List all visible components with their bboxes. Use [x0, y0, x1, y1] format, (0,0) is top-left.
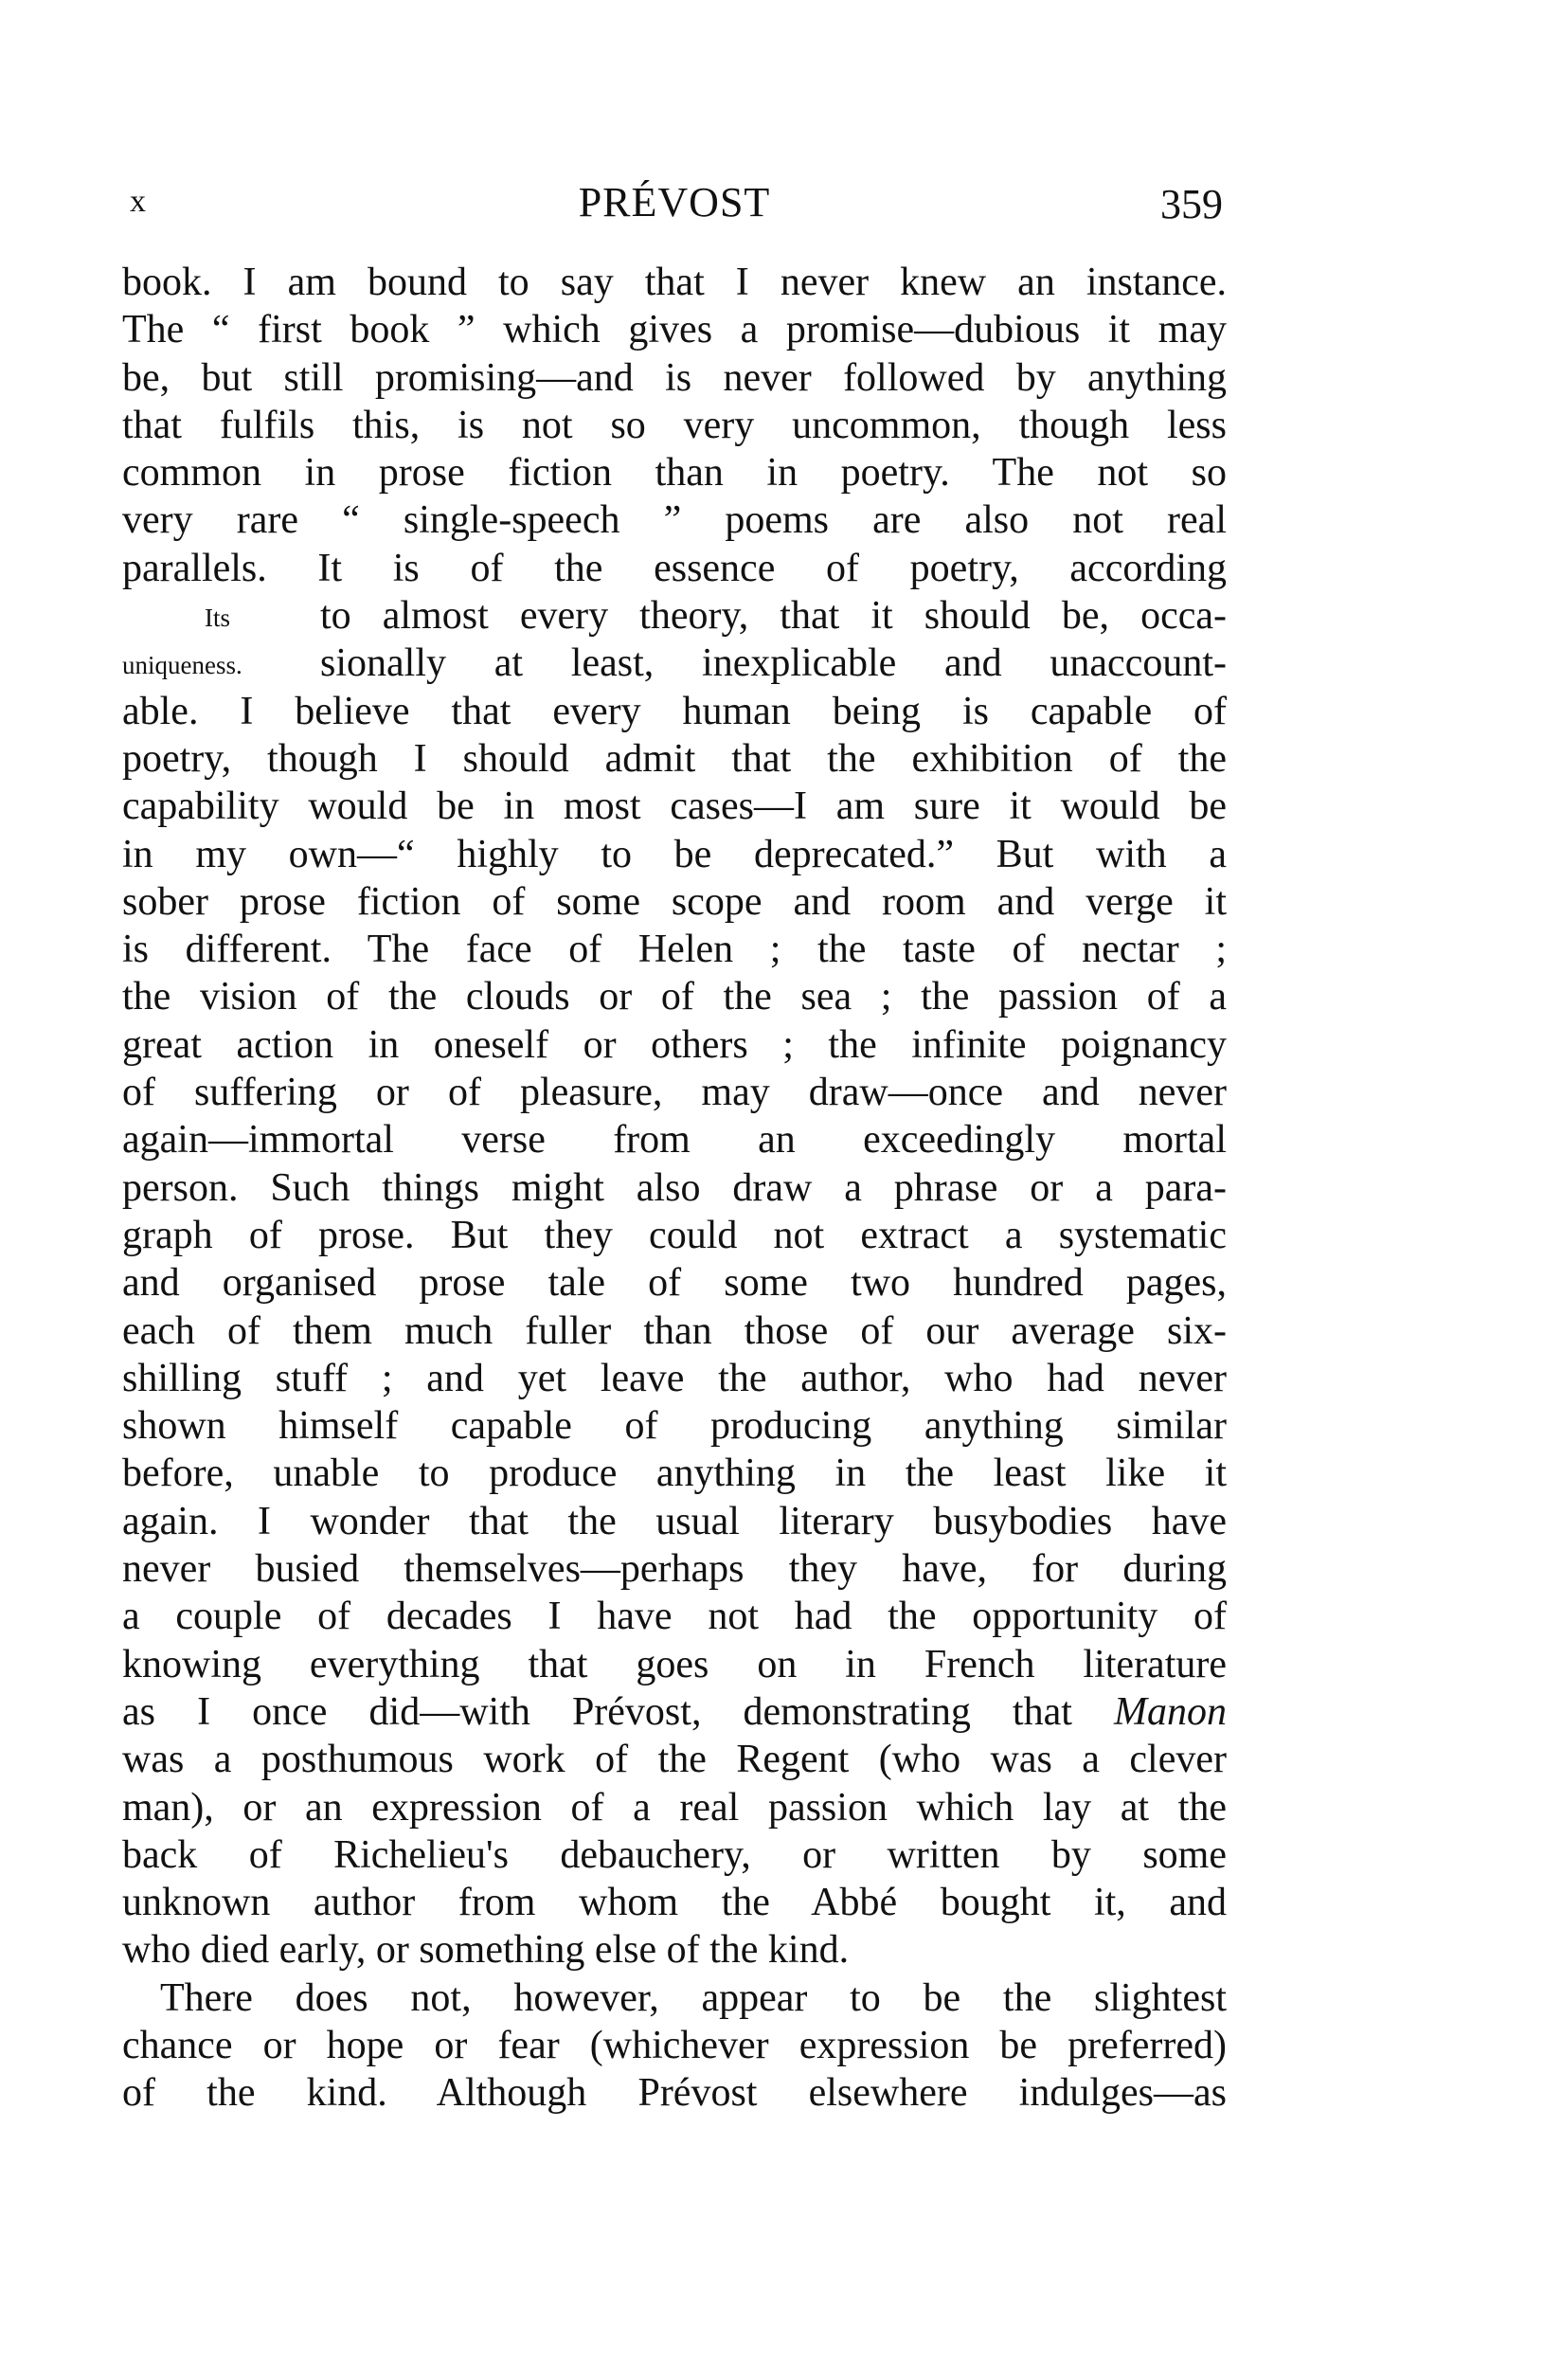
line-words: again—immortal verse from an exceedingly mortal: [122, 1118, 1227, 1163]
line-words: graph of prose. But they could not extract a systematic: [122, 1213, 1227, 1257]
text-line: [122, 783, 1227, 830]
line-words: sionally at least, inexplicable and unaccount-: [320, 641, 1227, 686]
line-words: was a posthumous work of the Regent (who was a clever: [122, 1738, 1227, 1782]
line-text: [122, 926, 1227, 973]
text-line: [122, 259, 1227, 306]
line-text: [122, 688, 1227, 735]
text-line: [122, 354, 1227, 402]
text-line: [122, 1831, 1227, 1879]
text-line: [122, 1688, 1227, 1736]
line-words: great action in oneself or others ; the infinite poignancy: [122, 1022, 1227, 1067]
page-number: 359: [1160, 181, 1223, 227]
text-line: [122, 1736, 1227, 1783]
text-line: [122, 1069, 1227, 1116]
line-text: [160, 1974, 1227, 2022]
line-words: each of them much fuller than those of our average six-: [122, 1308, 1227, 1353]
text-line: [122, 1879, 1227, 1926]
line-words: knowing everything that goes on in French literature: [122, 1642, 1227, 1686]
line-text: [122, 354, 1227, 402]
line-words: very rare “ single-speech ” poems are also not real: [122, 498, 1227, 543]
line-text: [122, 2022, 1227, 2069]
line-words: of suffering or of pleasure, may draw—once and never: [122, 1071, 1227, 1115]
line-words: shown himself capable of producing anything similar: [122, 1404, 1227, 1449]
line-words: never busied themselves—perhaps they have, for during: [122, 1547, 1227, 1592]
text-line: [122, 1784, 1227, 1831]
text-line: [122, 1593, 1227, 1640]
line-text: [122, 259, 1227, 306]
text-line: [122, 1974, 1227, 2022]
line-words: unknown author from whom the Abbé bought it, and: [122, 1881, 1227, 1925]
line-words: of the kind. Although Prévost elsewhere indulges—as: [122, 2071, 1227, 2116]
line-words: the vision of the clouds or of the sea ; the passion of a: [122, 975, 1227, 1019]
text-line: [122, 1926, 1227, 1974]
line-words: book. I am bound to say that I never knew an instance.: [122, 261, 1227, 304]
text-line: [122, 640, 1227, 687]
text-line: [122, 1498, 1227, 1545]
italic-title: Manon: [1114, 1689, 1227, 1734]
text-line: [122, 973, 1227, 1020]
text-line: [122, 735, 1227, 783]
line-text: [122, 1069, 1227, 1116]
line-text: [122, 973, 1227, 1020]
line-text: [122, 545, 1227, 592]
text-line: [122, 306, 1227, 353]
line-text: [122, 1784, 1227, 1831]
line-text: [122, 402, 1227, 449]
text-line: [122, 402, 1227, 449]
line-text: [122, 496, 1227, 544]
line-text: [122, 1355, 1227, 1402]
line-words: a couple of decades I have not had the opportunity of: [122, 1595, 1227, 1639]
line-words: as I once did—with Prévost, demonstrating that: [122, 1689, 1072, 1734]
line-text: [122, 1641, 1227, 1688]
line-text: [122, 831, 1227, 878]
line-text: [122, 449, 1227, 496]
line-words: who died early, or something else of the kind.: [122, 1928, 850, 1973]
line-text: [122, 1498, 1227, 1545]
running-title: PRÉVOST: [578, 179, 771, 225]
line-text: [122, 306, 1227, 353]
line-words: that fulfils this, is not so very uncommon, though less: [122, 403, 1227, 447]
text-line: [122, 1212, 1227, 1259]
text-line: [122, 1355, 1227, 1402]
line-text: [122, 1212, 1227, 1259]
line-text: [122, 2069, 1227, 2117]
line-text: [122, 1307, 1227, 1355]
margin-note: uniqueness.: [122, 651, 242, 680]
line-text: [122, 1926, 1227, 1974]
line-words: to almost every theory, that it should be, occa-: [320, 594, 1227, 639]
line-words: before, unable to produce anything in the least like it: [122, 1451, 1227, 1496]
text-line: [122, 831, 1227, 878]
text-line: [122, 926, 1227, 973]
line-words: back of Richelieu's debauchery, or written by some: [122, 1832, 1227, 1877]
line-words: common in prose fiction than in poetry. The not so: [122, 451, 1227, 496]
line-text: [122, 1593, 1227, 1640]
line-text: [122, 1402, 1227, 1450]
line-words: be, but still promising—and is never followed by anything: [122, 355, 1227, 400]
line-words: parallels. It is of the essence of poetry, according: [122, 546, 1227, 590]
line-text: [122, 1450, 1227, 1497]
text-line: [122, 1641, 1227, 1688]
text-line: [122, 1402, 1227, 1450]
text-line: [122, 592, 1227, 640]
line-words: person. Such things might also draw a phrase or a para-: [122, 1165, 1227, 1210]
line-words: There does not, however, appear to be the slightest: [160, 1975, 1227, 2020]
text-line: [122, 1450, 1227, 1497]
line-words: sober prose fiction of some scope and room and verge it: [122, 879, 1227, 924]
line-text: [122, 1116, 1227, 1163]
text-line: [122, 878, 1227, 926]
line-words: chance or hope or fear (whichever expression be preferred): [122, 2023, 1227, 2067]
header-signature-mark: x: [130, 184, 146, 219]
line-text: [122, 1688, 1227, 1736]
line-words: and organised prose tale of some two hundred pages,: [122, 1261, 1227, 1306]
text-line: [122, 1116, 1227, 1163]
line-text: [320, 640, 1227, 687]
line-text: [122, 1736, 1227, 1783]
text-line: [122, 1164, 1227, 1212]
line-text: [122, 1021, 1227, 1069]
line-words: able. I believe that every human being is capable of: [122, 689, 1227, 733]
line-text: [122, 1545, 1227, 1593]
text-line: [122, 688, 1227, 735]
text-line: [122, 2069, 1227, 2117]
text-line: [122, 1545, 1227, 1593]
line-text: [122, 1879, 1227, 1926]
line-words: The “ first book ” which gives a promise—dubious it may: [122, 308, 1227, 352]
text-line: [122, 2022, 1227, 2069]
line-words: shilling stuff ; and yet leave the author, who had never: [122, 1356, 1227, 1400]
line-text: [122, 783, 1227, 830]
text-line: [122, 1021, 1227, 1069]
text-line: [122, 1307, 1227, 1355]
text-line: [122, 1259, 1227, 1307]
margin-note: Its: [205, 604, 230, 633]
line-words: poetry, though I should admit that the exhibition of the: [122, 736, 1227, 781]
line-text: [122, 1259, 1227, 1307]
line-text: [122, 735, 1227, 783]
line-text: [122, 878, 1227, 926]
line-words: capability would be in most cases—I am sure it would be: [122, 784, 1227, 829]
line-text: [122, 1831, 1227, 1879]
line-text: [122, 1164, 1227, 1212]
line-words: again. I wonder that the usual literary busybodies have: [122, 1499, 1227, 1543]
line-words: man), or an expression of a real passion which lay at the: [122, 1785, 1227, 1830]
line-words: in my own—“ highly to be deprecated.” But with a: [122, 832, 1227, 876]
text-line: [122, 496, 1227, 544]
body-text: [122, 259, 1227, 2118]
running-header: [122, 178, 1227, 227]
line-text: [320, 592, 1227, 640]
text-line: [122, 449, 1227, 496]
line-words: is different. The face of Helen ; the taste of nectar ;: [122, 928, 1227, 972]
text-line: [122, 545, 1227, 592]
